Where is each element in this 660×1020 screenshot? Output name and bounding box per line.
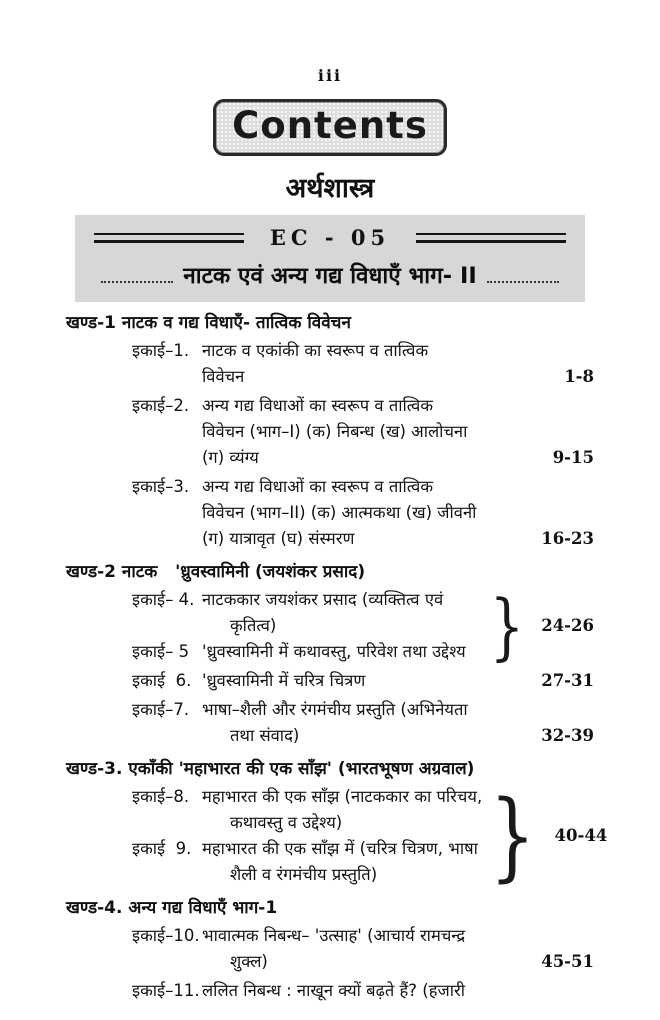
toc-row bbox=[66, 978, 594, 1004]
toc-unit-text bbox=[202, 784, 482, 836]
toc-unit-line: (ग) यात्रावृत (घ) संस्मरण bbox=[202, 529, 355, 548]
contents-box-wrap bbox=[0, 99, 660, 156]
toc-unit bbox=[66, 587, 484, 639]
toc-unit-line: विवेचन (भाग–II) (क) आत्मकथा (ख) जीवनी bbox=[202, 503, 477, 522]
toc-unit-line: ललित निबन्ध : नाखून क्यों बढ़ते हैं? (हजारी bbox=[202, 981, 466, 1000]
toc-unit-line: विवेचन (भाग–I) (क) निबन्ध (ख) आलोचना bbox=[202, 422, 468, 441]
double-rule-left bbox=[94, 233, 244, 243]
toc-unit-label: इकाई–10. bbox=[132, 926, 200, 945]
toc-unit-line: 'ध्रुवस्वामिनी में चरित्र चित्रण bbox=[202, 671, 366, 690]
toc-unit bbox=[66, 836, 482, 888]
toc-page-range: 40-44 bbox=[554, 826, 608, 845]
toc-unit bbox=[66, 668, 532, 694]
dotted-leader-left bbox=[101, 280, 173, 283]
toc-unit-label: इकाई–11. bbox=[132, 981, 200, 1000]
toc-unit-label: इकाई– 5 bbox=[132, 642, 190, 661]
toc-unit-line: (ग) व्यंग्य bbox=[202, 448, 259, 467]
group-brace: } bbox=[489, 583, 525, 668]
toc-unit-line: शुक्ल) bbox=[230, 952, 268, 971]
page-number: iii bbox=[317, 66, 343, 85]
toc-unit-label: इकाई–1. bbox=[132, 341, 190, 360]
contents-title: Contents bbox=[232, 104, 428, 147]
toc-unit-label: इकाई–8. bbox=[132, 787, 190, 806]
toc-unit-line: तथा संवाद) bbox=[230, 726, 300, 745]
toc-unit-text bbox=[202, 978, 532, 1004]
section-heading: खण्ड-3. एकाँकी 'महाभारत की एक साँझ' (भारतभूषण अग्रवाल) bbox=[66, 759, 475, 779]
toc-page-range: 1-8 bbox=[564, 367, 594, 386]
toc-row bbox=[66, 338, 594, 390]
contents-box bbox=[213, 99, 447, 156]
toc-unit bbox=[66, 338, 532, 390]
subject-title: अर्थशास्त्र bbox=[285, 173, 375, 204]
toc-row bbox=[66, 697, 594, 749]
course-title-row bbox=[75, 259, 585, 290]
toc-unit bbox=[66, 784, 482, 836]
toc-group-units bbox=[66, 784, 482, 888]
toc-unit-line: कथावस्तु व उद्देश्य) bbox=[230, 813, 343, 832]
toc-unit-label: इकाई– 4. bbox=[132, 590, 195, 609]
toc-unit-line: शैली व रंगमंचीय प्रस्तुति) bbox=[230, 865, 378, 884]
toc-group-row bbox=[66, 779, 608, 892]
toc-page-range: 16-23 bbox=[541, 529, 594, 548]
toc-unit-text bbox=[202, 836, 482, 888]
course-title: नाटक एवं अन्य गद्य विधाएँ भाग- II bbox=[183, 263, 477, 289]
toc-unit-label: इकाई 9. bbox=[132, 839, 192, 858]
double-rule-right bbox=[416, 233, 566, 243]
toc-unit-label: इकाई–3. bbox=[132, 477, 190, 496]
toc-unit-text bbox=[202, 338, 532, 390]
toc-unit-text bbox=[202, 587, 484, 639]
section-heading: खण्ड-1 नाटक व गद्य विधाएँ- तात्विक विवेचन bbox=[66, 313, 351, 333]
toc-unit-line: भाषा–शैली और रंगमंचीय प्रस्तुति (अभिनेयता bbox=[202, 700, 468, 719]
toc-unit bbox=[66, 639, 484, 665]
toc-group-row bbox=[66, 583, 594, 668]
toc-unit-text bbox=[202, 697, 532, 749]
toc-unit bbox=[66, 978, 532, 1004]
toc-unit-line: नाटक व एकांकी का स्वरूप व तात्विक bbox=[202, 341, 429, 360]
toc-unit bbox=[66, 697, 532, 749]
toc-unit-line: महाभारत की एक साँझ (नाटककार का परिचय, bbox=[202, 787, 483, 806]
toc-row bbox=[66, 393, 594, 471]
toc-unit bbox=[66, 393, 532, 471]
toc-unit-text bbox=[202, 474, 532, 552]
toc-unit-text bbox=[202, 668, 532, 694]
toc-unit-text bbox=[202, 393, 532, 471]
toc-page-range: 24-26 bbox=[541, 616, 594, 635]
toc-unit-line: भावात्मक निबन्ध– 'उत्साह' (आचार्य रामचन्द्र bbox=[202, 926, 466, 945]
toc-unit-line: 'ध्रुवस्वामिनी में कथावस्तु, परिवेश तथा उद्देश्य bbox=[202, 642, 466, 661]
toc-unit-label: इकाई–7. bbox=[132, 700, 190, 719]
toc-page-range: 9-15 bbox=[552, 448, 594, 467]
toc-unit-line: नाटककार जयशंकर प्रसाद (व्यक्तित्व एवं bbox=[202, 590, 444, 609]
toc-page-range: 45-51 bbox=[541, 952, 594, 971]
toc-unit-text bbox=[202, 923, 532, 975]
course-header-band bbox=[75, 215, 585, 302]
toc-row bbox=[66, 474, 594, 552]
section-heading: खण्ड-4. अन्य गद्य विधाएँ भाग-1 bbox=[66, 898, 278, 918]
course-code-row bbox=[75, 225, 585, 250]
toc-unit bbox=[66, 474, 532, 552]
section-heading: खण्ड-2 नाटक 'ध्रुवस्वामिनी (जयशंकर प्रसाद) bbox=[66, 562, 366, 582]
toc-unit-label: इकाई–2. bbox=[132, 396, 190, 415]
toc-row bbox=[66, 923, 594, 975]
toc-page-range: 32-39 bbox=[541, 726, 594, 745]
toc-unit-line: विवेचन bbox=[202, 367, 245, 386]
toc-page-range: 27-31 bbox=[541, 671, 594, 690]
dotted-leader-right bbox=[487, 280, 559, 283]
toc-unit-line: अन्य गद्य विधाओं का स्वरूप व तात्विक bbox=[202, 396, 434, 415]
toc-row bbox=[66, 668, 594, 694]
toc-unit-label: इकाई 6. bbox=[132, 671, 192, 690]
toc-unit-text bbox=[202, 639, 484, 665]
toc-unit-line: महाभारत की एक साँझ में (चरित्र चित्रण, भाषा bbox=[202, 839, 478, 858]
toc bbox=[66, 310, 608, 1004]
toc-group-units bbox=[66, 587, 484, 665]
toc-unit-line: अन्य गद्य विधाओं का स्वरूप व तात्विक bbox=[202, 477, 434, 496]
course-code: EC - 05 bbox=[269, 225, 391, 250]
toc-unit bbox=[66, 923, 532, 975]
group-brace: } bbox=[489, 779, 536, 892]
toc-unit-line: कृतित्व) bbox=[230, 616, 277, 635]
